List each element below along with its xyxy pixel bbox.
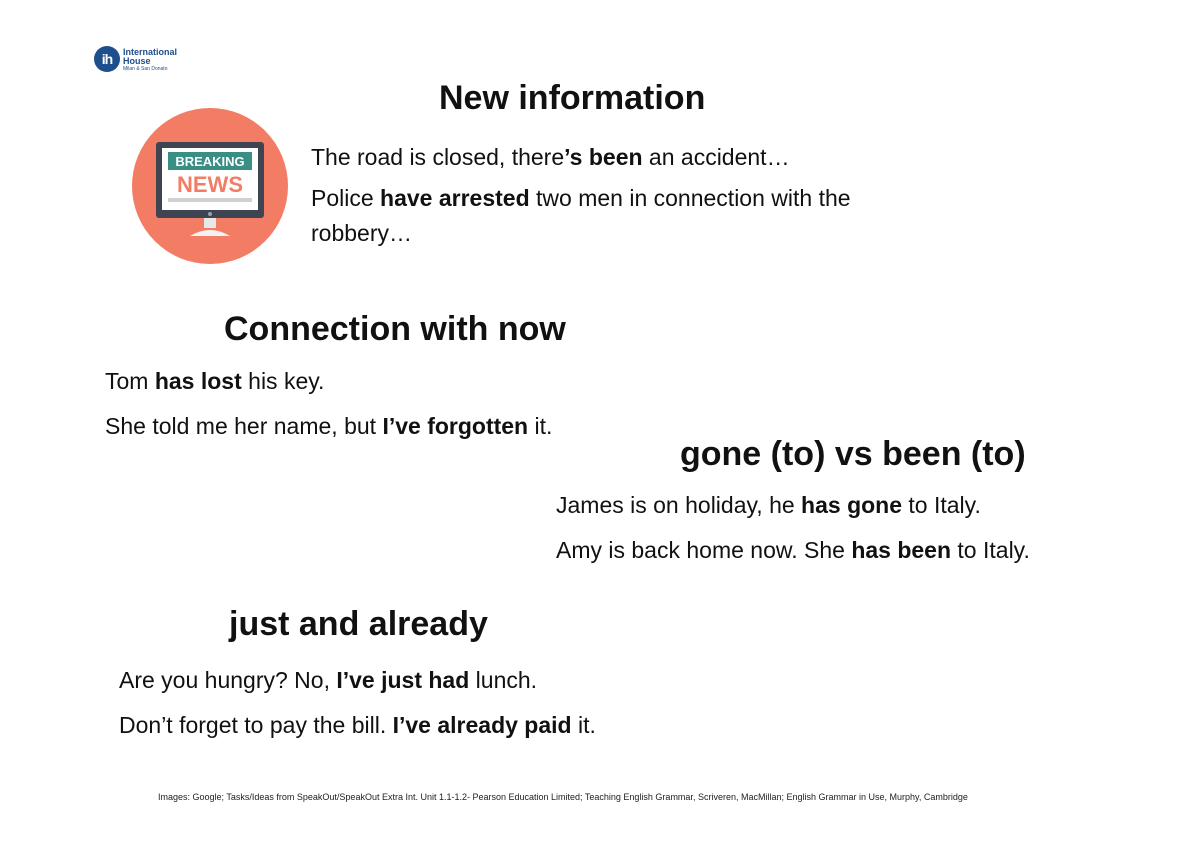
- logo-line-1: International: [123, 47, 178, 57]
- text: robbery…: [311, 220, 412, 246]
- logo-line-2: House: [123, 56, 151, 66]
- bold-text: has lost: [154, 368, 242, 394]
- bold-text: I’ve already paid: [392, 712, 572, 738]
- sentence-just-had-lunch: [119, 666, 537, 694]
- text: two men in connection with the: [529, 185, 851, 211]
- footer-credits: Images: Google; Tasks/Ideas from SpeakOut/SpeakOut Extra Int. Unit 1.1-1.2- Pearson Education Limited; Teaching English Grammar, Scriveren, MacMillan; English Grammar in Use, Murphy, Cambridge: [158, 792, 968, 802]
- sentence-amy-been: [556, 536, 1030, 564]
- heading-just-and-already: just and already: [229, 605, 488, 643]
- text: it.: [571, 712, 596, 738]
- heading-gone-vs-been: gone (to) vs been (to): [680, 435, 1026, 473]
- text: James is on holiday, he: [556, 492, 802, 518]
- text: The road is closed, there: [311, 144, 565, 170]
- bold-text: I’ve just had: [336, 667, 470, 693]
- breaking-news-monitor-icon: [132, 108, 288, 264]
- text: Don’t forget to pay the bill.: [119, 712, 393, 738]
- text: an accident…: [642, 144, 790, 170]
- heading-connection-with-now: Connection with now: [224, 310, 566, 348]
- text: Police: [311, 185, 381, 211]
- sentence-already-paid: [119, 711, 596, 739]
- news-text: NEWS: [177, 172, 243, 197]
- sentence-forgotten-name: [105, 412, 552, 440]
- text: Are you hungry? No,: [119, 667, 337, 693]
- text: it.: [528, 413, 553, 439]
- breaking-text: BREAKING: [175, 154, 245, 169]
- bold-text: has gone: [801, 492, 903, 518]
- text: Amy is back home now. She: [556, 537, 852, 563]
- sentence-james-gone: [556, 491, 981, 519]
- sentence-road-closed: [311, 143, 790, 171]
- sentence-police-arrested: [311, 184, 851, 212]
- text: She told me her name, but: [105, 413, 383, 439]
- sentence-tom-lost-key: [105, 367, 324, 395]
- ih-logo-icon: ih: [94, 46, 120, 72]
- logo-line-3: Milan & San Donato: [123, 66, 168, 72]
- text: his key.: [241, 368, 325, 394]
- sentence-police-arrested-cont: [311, 219, 412, 247]
- bold-text: has been: [851, 537, 952, 563]
- text: to Italy.: [951, 537, 1030, 563]
- text: to Italy.: [902, 492, 981, 518]
- text: lunch.: [469, 667, 538, 693]
- text: Tom: [105, 368, 155, 394]
- bold-text: have arrested: [380, 185, 530, 211]
- bold-text: I’ve forgotten: [382, 413, 529, 439]
- international-house-logo: [94, 46, 204, 74]
- heading-new-information: New information: [439, 79, 706, 117]
- bold-text: ’s been: [564, 144, 643, 170]
